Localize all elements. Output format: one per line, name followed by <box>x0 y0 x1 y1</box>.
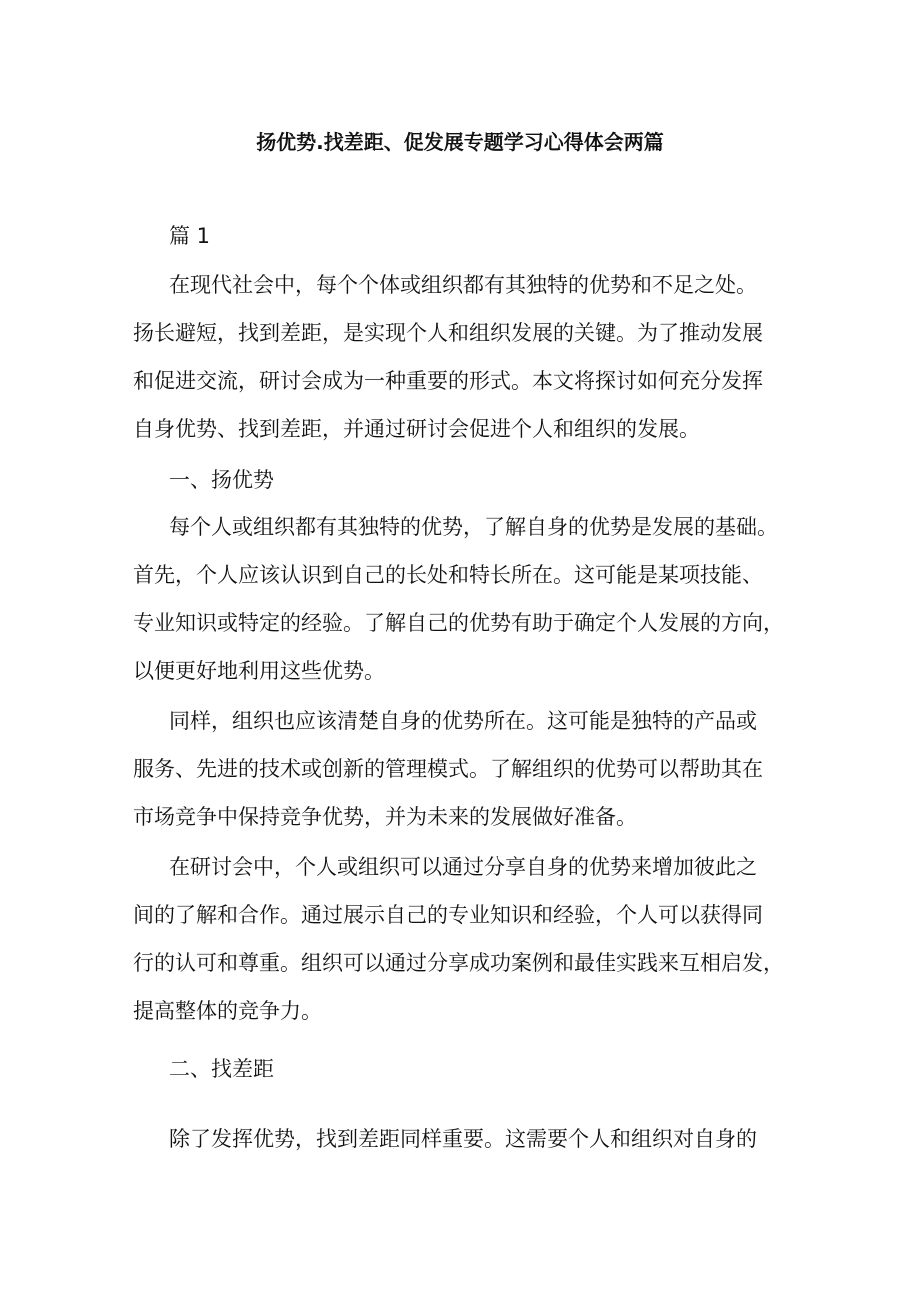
paragraph-line: 在现代社会中，每个个体或组织都有其独特的优势和不足之处。 <box>169 273 757 297</box>
paragraph-2 <box>133 697 793 841</box>
paragraph-line: 以便更好地利用这些优势。 <box>133 659 385 683</box>
paragraph-line: 提高整体的竞争力。 <box>133 999 322 1023</box>
paragraph-line: 服务、先进的技术或创新的管理模式。了解组织的优势可以帮助其在 <box>133 757 763 781</box>
paragraph-3 <box>133 843 793 1035</box>
section-label: 篇 1 <box>169 224 211 248</box>
intro-paragraph <box>133 261 793 453</box>
heading-2-block <box>133 1045 793 1093</box>
paragraph-line: 市场竞争中保持竞争优势，并为未来的发展做好准备。 <box>133 805 637 829</box>
paragraph-4 <box>133 1115 793 1163</box>
heading-1-block <box>133 456 793 504</box>
paragraph-line: 行的认可和尊重。组织可以通过分享成功案例和最佳实践来互相启发， <box>133 951 784 975</box>
paragraph-line: 和促进交流，研讨会成为一种重要的形式。本文将探讨如何充分发挥 <box>133 369 763 393</box>
paragraph-line: 首先，个人应该认识到自己的长处和特长所在。这可能是某项技能、 <box>133 563 763 587</box>
document-title: 扬优势.找差距、促发展专题学习心得体会两篇 <box>256 130 664 154</box>
paragraph-line: 扬长避短，找到差距，是实现个人和组织发展的关键。为了推动发展 <box>133 321 763 345</box>
paragraph-line: 同样，组织也应该清楚自身的优势所在。这可能是独特的产品或 <box>169 709 757 733</box>
section-heading: 一、扬优势 <box>169 468 274 492</box>
section-heading: 二、找差距 <box>169 1057 274 1081</box>
paragraph-line: 专业知识或特定的经验。了解自己的优势有助于确定个人发展的方向， <box>133 611 784 635</box>
section-label-block <box>133 212 793 260</box>
paragraph-line: 在研讨会中，个人或组织可以通过分享自身的优势来增加彼此之 <box>169 855 757 879</box>
paragraph-line: 除了发挥优势，找到差距同样重要。这需要个人和组织对自身的 <box>169 1127 757 1151</box>
paragraph-1 <box>133 503 793 695</box>
paragraph-line: 每个人或组织都有其独特的优势，了解自身的优势是发展的基础。 <box>169 515 778 539</box>
paragraph-line: 间的了解和合作。通过展示自己的专业知识和经验，个人可以获得同 <box>133 903 763 927</box>
paragraph-line: 自身优势、找到差距，并通过研讨会促进个人和组织的发展。 <box>133 417 700 441</box>
